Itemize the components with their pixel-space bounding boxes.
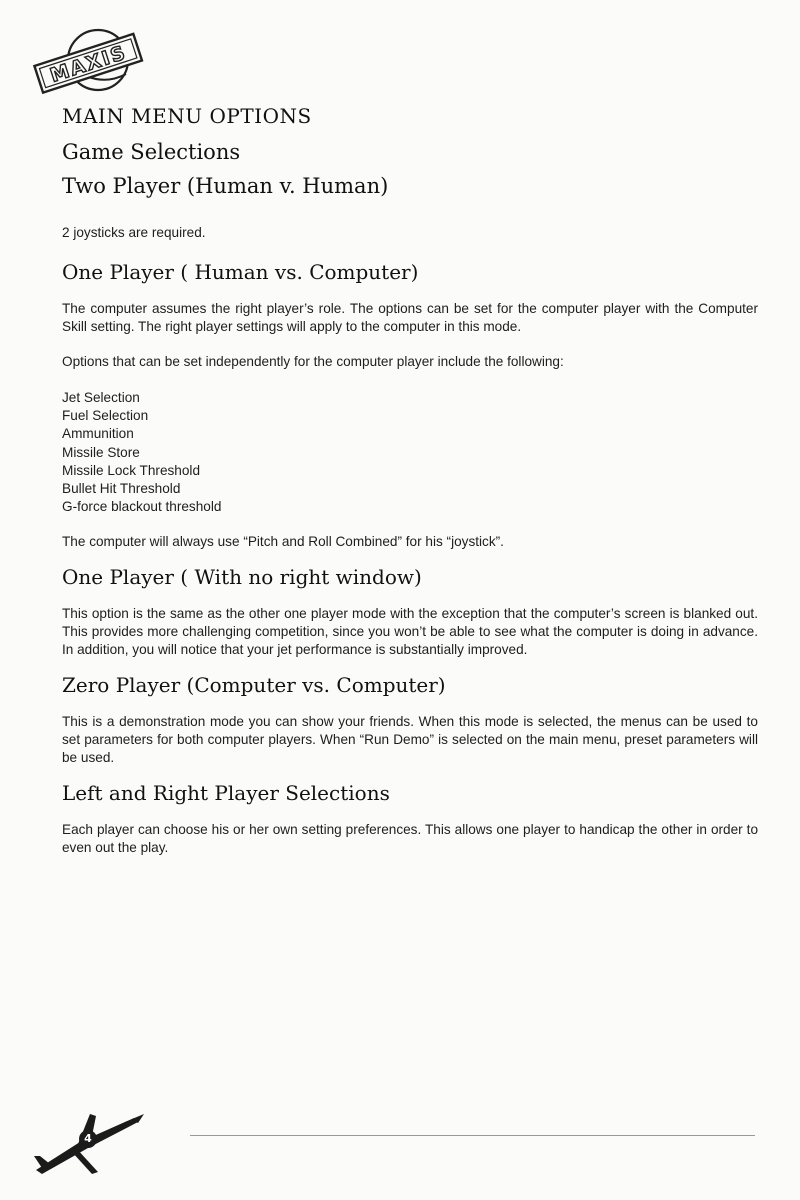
heading-zero-player: Zero Player (Computer vs. Computer) — [62, 673, 446, 698]
list-item: Jet Selection — [62, 390, 140, 405]
list-item: Missile Store — [62, 444, 140, 460]
options-list — [62, 389, 758, 516]
main-title: MAIN MENU OPTIONS — [62, 104, 312, 128]
list-item: G-force blackout threshold — [62, 499, 222, 515]
logo-text: MAXIS — [47, 41, 130, 87]
section-title-two-player: Two Player (Human v. Human) — [62, 174, 389, 198]
heading-one-player-computer: One Player ( Human vs. Computer) — [62, 260, 419, 284]
zero-player-p1: This is a demonstration mode you can show your friends. When this mode is selected, the menus can be used to set parameters for both computer players. When “Run Demo” is selected on the main menu, preset parameters will be used. — [62, 714, 758, 766]
list-item: Missile Lock Threshold — [62, 462, 201, 478]
one-player-computer-p3: The computer will always use “Pitch and Roll Combined” for his “joystick”. — [62, 534, 504, 550]
one-player-no-window-p1: This option is the same as the other one player mode with the exception that the computer’s screen is blanked out. This provides more challenging competition, since you won’t be able to see what the computer is doing in advance. In addition, you will notice that your jet performance is substantially improved. — [62, 606, 758, 658]
list-item: Bullet Hit Threshold — [62, 481, 181, 497]
maxis-logo-icon — [30, 22, 150, 94]
two-player-text: 2 joysticks are required. — [62, 225, 206, 240]
list-item: Fuel Selection — [62, 408, 149, 424]
heading-one-player-no-window: One Player ( With no right window) — [62, 565, 422, 590]
left-right-p1: Each player can choose his or her own setting preferences. This allows one player to handicap the other in order to even out the play. — [62, 822, 758, 856]
one-player-computer-p1: The computer assumes the right player’s role. The options can be set for the computer player with the Computer Skill setting. The right player settings will apply to the computer in this mode. — [62, 301, 758, 334]
one-player-computer-p2: Options that can be set independently for the computer player include the following: — [62, 354, 564, 369]
page-content — [62, 100, 758, 857]
heading-left-right: Left and Right Player Selections — [62, 781, 390, 806]
subtitle: Game Selections — [62, 140, 241, 164]
footer-rule — [190, 1135, 755, 1136]
list-item: Ammunition — [62, 426, 134, 442]
page-number: 4 — [84, 1132, 92, 1145]
